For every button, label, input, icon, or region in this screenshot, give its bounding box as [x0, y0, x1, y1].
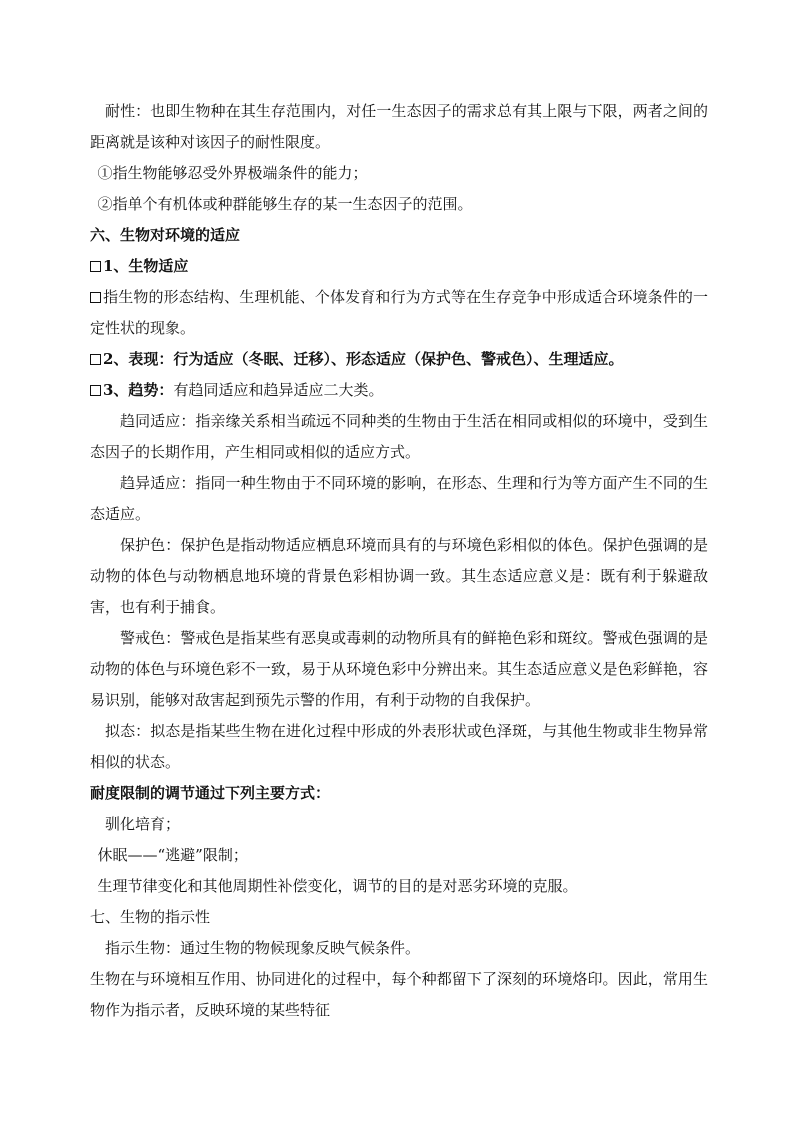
- checkbox-glyph-icon: [90, 385, 101, 396]
- paragraph: 趋同适应：指亲缘关系相当疏远不同种类的生物由于生活在相同或相似的环境中，受到生态因子的长期作用，产生相同或相似的适应方式。: [90, 412, 708, 461]
- paragraph: 趋异适应：指同一种生物由于不同环境的影响，在形态、生理和行为等方面产生不同的生态适应。: [90, 474, 708, 523]
- section-heading: 七、生物的指示性: [90, 908, 211, 926]
- paragraph: 指生物的形态结构、生理机能、个体发育和行为方式等在生存竞争中形成适合环境条件的一定性状的现象。: [90, 288, 708, 337]
- paragraph: 耐性：也即生物种在其生存范围内，对任一生态因子的需求总有其上限与下限，两者之间的距离就是该种对该因子的耐性限度。: [90, 102, 708, 151]
- paragraph: 指示生物：通过生物的物候现象反映气候条件。: [105, 939, 421, 957]
- subheading: 1、生物适应: [90, 251, 708, 282]
- list-item: ①指生物能够忍受外界极端条件的能力；: [97, 164, 368, 182]
- paragraph: 拟态：拟态是指某些生物在进化过程中形成的外表形状或色泽斑，与其他生物或非生物异常相似的状态。: [90, 722, 708, 771]
- checkbox-glyph-icon: [90, 354, 101, 365]
- section-heading: 耐度限制的调节通过下列主要方式：: [90, 784, 331, 802]
- paragraph: 保护色：保护色是指动物适应栖息环境而具有的与环境色彩相似的体色。保护色强调的是动物的体色与动物栖息地环境的背景色彩相协调一致。其生态适应意义是：既有利于躲避敌害，也有利于捕食。: [90, 536, 708, 616]
- section-heading: 六、生物对环境的适应: [90, 226, 241, 244]
- paragraph: 生物在与环境相互作用、协同进化的过程中，每个种都留下了深刻的环境烙印。因此，常用生物作为指示者，反映环境的某些特征: [90, 970, 708, 1019]
- paragraph: 警戒色：警戒色是指某些有恶臭或毒刺的动物所具有的鲜艳色彩和斑纹。警戒色强调的是动物的体色与环境色彩不一致，易于从环境色彩中分辨出来。其生态适应意义是色彩鲜艳，容易识别，能够对敌害起到预先示警的作用，有利于动物的自我保护。: [90, 629, 708, 709]
- list-item: 生理节律变化和其他周期性补偿变化，调节的目的是对恶劣环境的克服。: [97, 877, 578, 895]
- checkbox-glyph-icon: [90, 261, 101, 272]
- list-item: 驯化培育；: [105, 815, 181, 833]
- document-page: [90, 96, 708, 1026]
- subheading: 3、趋势：有趋同适应和趋异适应二大类。: [90, 375, 708, 406]
- list-item: 休眠——“逃避”限制；: [97, 846, 248, 864]
- subheading: 2、表现：行为适应（冬眠、迁移）、形态适应（保护色、警戒色）、生理适应。: [90, 344, 708, 375]
- list-item: ②指单个有机体或种群能够生存的某一生态因子的范围。: [97, 195, 473, 213]
- checkbox-glyph-icon: [90, 292, 101, 303]
